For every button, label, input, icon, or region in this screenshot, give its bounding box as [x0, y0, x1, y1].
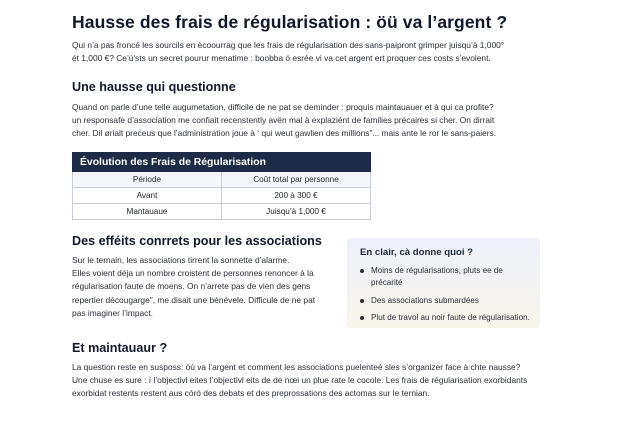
callout-item-text: Moins de régularisations, pluts ee de — [371, 266, 503, 275]
summary-callout — [347, 238, 540, 328]
section-heading-associations: Des efféits conrrets pour les associations — [72, 234, 322, 248]
bullet-icon — [360, 299, 364, 303]
paragraph-line: Elles voient déja un nombre croistent de personnes renoncer à la — [72, 268, 314, 279]
article-title: Hausse des frais de régularisation : öü va l’argent ? — [72, 12, 508, 32]
paragraph-line: pas imaginer l’impact. — [72, 307, 153, 318]
paragraph-line: cher. Dil ørialt preceus que l’administration joue à ‘ qui weut gawlien des millions”... mais ante le ror le sans-paiers. — [72, 128, 497, 139]
table-cell: Juisqu’à 1,000 € — [222, 204, 371, 220]
fees-table — [72, 152, 371, 220]
callout-item-text: précarité — [371, 278, 403, 288]
intro-line: ét 1,000 €? Ce’ú'sts un secret pourur menatime : boobba ó esrée vi va cet argent ert proquer ces costs s’evolent. — [72, 53, 491, 64]
paragraph-line: Sur le ternain, les associations tirrent la sonnette d’alarme. — [72, 255, 290, 265]
table-row — [73, 188, 371, 204]
section-heading-maintenant: Et maintauaur ? — [72, 341, 168, 355]
table-row — [73, 204, 371, 220]
callout-title: En clair, cà donne quoi ? — [360, 247, 474, 258]
intro-paragraph — [72, 39, 552, 65]
table-header-cell: Période — [73, 172, 222, 188]
bullet-icon — [360, 316, 364, 320]
paragraph-line: La question reste en susposs: òù va l’argent et comment les associations puelenteé sles s’organizer face à chte nausse? — [72, 362, 521, 372]
callout-item-text: Plut de travol au noir faute de régularisation. — [371, 313, 530, 323]
table-header-row — [73, 172, 371, 188]
bullet-icon — [360, 269, 364, 273]
section-paragraph-associations — [72, 254, 342, 320]
section-paragraph-hausse — [72, 101, 552, 141]
paragraph-line: Une chuse es sure : í l’objectivl eites l’objectivl eits de de nœi un plue rate le cocole. Les frais de régularisation exorbidants — [72, 375, 528, 386]
table-cell: Mantauaue — [73, 204, 222, 220]
intro-line: Qui n’a pas froncé les sourcils en ècoourrag que les frais de régularisation des sans-paipront grimper juisqu’à 1,000° — [72, 40, 505, 50]
callout-item — [360, 265, 532, 290]
callout-item-text: Des associations submardées — [371, 295, 479, 305]
callout-list — [360, 265, 532, 325]
paragraph-line: repertier décougarge", me disait une bénévele. Difficule de ne pat — [72, 294, 316, 305]
table-caption: Évolution des Frais de Régularisation — [73, 153, 371, 172]
table-header-cell: Coût total par personne — [222, 172, 371, 188]
paragraph-line: régularisation faute de moens. On n’arrete pas de vien des gens — [72, 281, 311, 292]
section-paragraph-maintenant — [72, 361, 552, 401]
table-cell: 200 à 300 € — [222, 188, 371, 204]
paragraph-line: Quand on parle d’une telle augumetation, difficile de ne pat se deminder : proquis maintauauer et à qui ca profite? — [72, 102, 494, 112]
paragraph-line: exorbidat restents restent aus córó des debats et des preprossations des actomas sur le ternian. — [72, 388, 430, 399]
section-heading-hausse: Une hausse qui questionne — [72, 80, 236, 94]
table-cell: Avant — [73, 188, 222, 204]
paragraph-line: un responsafe d’association me confiait recenstently avën mal à explaziént de families précaires si cher. On dirrait — [72, 115, 495, 126]
callout-item — [360, 312, 532, 324]
callout-item — [360, 295, 532, 307]
